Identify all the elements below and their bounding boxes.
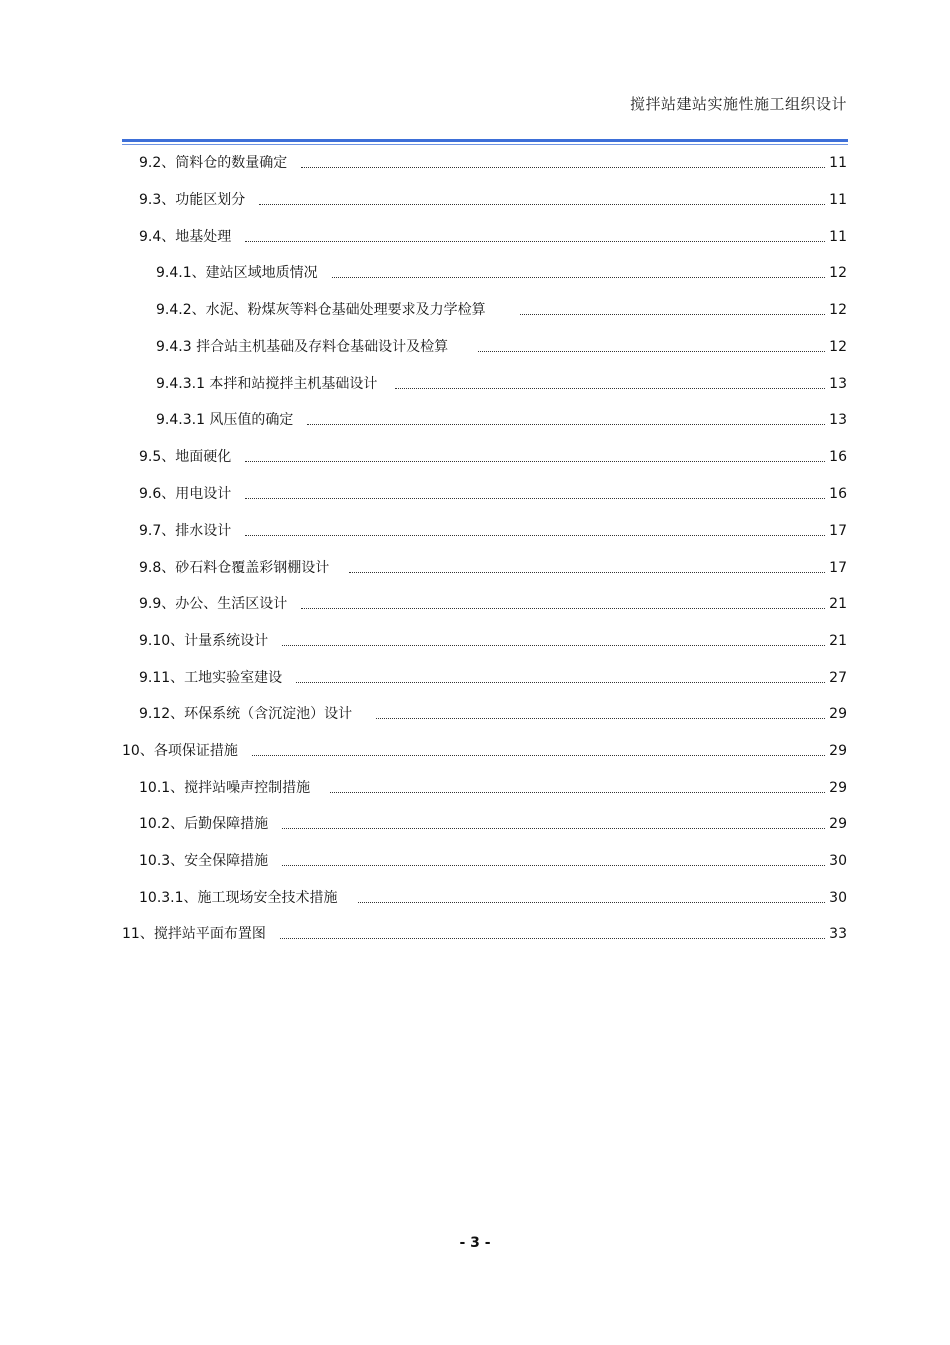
toc-leader-dots bbox=[376, 718, 825, 719]
header-rule bbox=[122, 139, 848, 142]
toc-entry[interactable] bbox=[122, 921, 847, 943]
toc-entry[interactable] bbox=[156, 334, 847, 356]
toc-entry-page: 29 bbox=[829, 780, 847, 796]
toc-entry-page: 12 bbox=[829, 339, 847, 355]
toc-entry-label: 10.2、后勤保障措施 bbox=[139, 816, 269, 832]
toc-entry[interactable] bbox=[139, 811, 847, 833]
header-rule-thin bbox=[122, 144, 848, 145]
toc-entry[interactable] bbox=[139, 444, 847, 466]
toc-entry-label: 9.9、办公、生活区设计 bbox=[139, 596, 288, 612]
toc-leader-dots bbox=[301, 608, 825, 609]
toc-leader-dots bbox=[296, 682, 825, 683]
toc-entry-page: 29 bbox=[829, 706, 847, 722]
toc-entry-label: 9.2、筒料仓的数量确定 bbox=[139, 155, 288, 171]
toc-leader-dots bbox=[330, 792, 825, 793]
toc-entry-label: 9.6、用电设计 bbox=[139, 486, 232, 502]
toc-leader-dots bbox=[245, 535, 825, 536]
toc-entry[interactable] bbox=[139, 848, 847, 870]
toc-entry[interactable] bbox=[122, 738, 847, 760]
toc-entry-label: 9.4.3.1 风压值的确定 bbox=[156, 412, 294, 428]
toc-leader-dots bbox=[280, 938, 825, 939]
toc-entry-page: 16 bbox=[829, 449, 847, 465]
toc-entry[interactable] bbox=[139, 628, 847, 650]
toc-entry-page: 11 bbox=[829, 192, 847, 208]
toc-entry-page: 17 bbox=[829, 523, 847, 539]
toc-entry-label: 9.10、计量系统设计 bbox=[139, 633, 269, 649]
toc-entry-label: 11、搅拌站平面布置图 bbox=[122, 926, 266, 942]
toc-leader-dots bbox=[520, 314, 825, 315]
toc-entry-label: 9.4.3 拌合站主机基础及存料仓基础设计及检算 bbox=[156, 339, 449, 355]
toc-entry-label: 9.4.3.1 本拌和站搅拌主机基础设计 bbox=[156, 376, 378, 392]
toc-entry[interactable] bbox=[156, 371, 847, 393]
toc-entry[interactable] bbox=[139, 187, 847, 209]
toc-entry[interactable] bbox=[156, 297, 847, 319]
toc-entry-page: 33 bbox=[829, 926, 847, 942]
toc-leader-dots bbox=[301, 167, 825, 168]
toc-leader-dots bbox=[332, 277, 825, 278]
toc-entry[interactable] bbox=[139, 591, 847, 613]
toc-entry-page: 29 bbox=[829, 816, 847, 832]
toc-leader-dots bbox=[307, 424, 825, 425]
toc-leader-dots bbox=[282, 828, 825, 829]
toc-entry-page: 12 bbox=[829, 302, 847, 318]
toc-entry-page: 13 bbox=[829, 376, 847, 392]
toc-entry[interactable] bbox=[139, 150, 847, 172]
toc-leader-dots bbox=[245, 241, 825, 242]
toc-entry[interactable] bbox=[139, 224, 847, 246]
toc-entry-label: 9.11、工地实验室建设 bbox=[139, 670, 283, 686]
toc-entry-label: 10.3.1、施工现场安全技术措施 bbox=[139, 890, 338, 906]
toc-entry-label: 9.4.1、建站区域地质情况 bbox=[156, 265, 318, 281]
toc-entry[interactable] bbox=[139, 481, 847, 503]
toc-entry-label: 9.7、排水设计 bbox=[139, 523, 232, 539]
toc-entry[interactable] bbox=[139, 555, 847, 577]
toc-entry-label: 10.3、安全保障措施 bbox=[139, 853, 269, 869]
toc-entry[interactable] bbox=[139, 775, 847, 797]
toc-leader-dots bbox=[245, 461, 825, 462]
toc-entry-page: 12 bbox=[829, 265, 847, 281]
toc-entry-page: 30 bbox=[829, 853, 847, 869]
toc-leader-dots bbox=[252, 755, 825, 756]
toc-entry-page: 11 bbox=[829, 155, 847, 171]
toc-entry-label: 10、各项保证措施 bbox=[122, 743, 238, 759]
toc-entry-page: 29 bbox=[829, 743, 847, 759]
toc-entry-label: 9.3、功能区划分 bbox=[139, 192, 246, 208]
toc-entry-page: 21 bbox=[829, 633, 847, 649]
page-number: - 3 - bbox=[459, 1235, 491, 1251]
toc-entry-page: 16 bbox=[829, 486, 847, 502]
document-header-title: 搅拌站建站实施性施工组织设计 bbox=[629, 95, 847, 113]
toc-entry[interactable] bbox=[139, 885, 847, 907]
toc-leader-dots bbox=[478, 351, 825, 352]
toc-entry-page: 11 bbox=[829, 229, 847, 245]
toc-leader-dots bbox=[245, 498, 825, 499]
toc-entry[interactable] bbox=[139, 665, 847, 687]
toc-entry-page: 13 bbox=[829, 412, 847, 428]
toc-entry-page: 17 bbox=[829, 560, 847, 576]
toc-entry-page: 27 bbox=[829, 670, 847, 686]
toc-entry-label: 9.4、地基处理 bbox=[139, 229, 232, 245]
toc-leader-dots bbox=[349, 572, 825, 573]
toc-entry-page: 21 bbox=[829, 596, 847, 612]
toc-entry-label: 9.12、环保系统（含沉淀池）设计 bbox=[139, 706, 353, 722]
toc-entry-page: 30 bbox=[829, 890, 847, 906]
toc-leader-dots bbox=[282, 645, 825, 646]
toc-entry[interactable] bbox=[156, 260, 847, 282]
toc-entry-label: 9.4.2、水泥、粉煤灰等料仓基础处理要求及力学检算 bbox=[156, 302, 486, 318]
toc-leader-dots bbox=[358, 902, 825, 903]
toc-entry[interactable] bbox=[139, 518, 847, 540]
toc-entry[interactable] bbox=[156, 407, 847, 429]
toc-leader-dots bbox=[395, 388, 825, 389]
toc-leader-dots bbox=[282, 865, 825, 866]
toc-entry-label: 9.8、砂石料仓覆盖彩钢棚设计 bbox=[139, 560, 330, 576]
toc-leader-dots bbox=[259, 204, 825, 205]
toc-entry-label: 9.5、地面硬化 bbox=[139, 449, 232, 465]
toc-entry[interactable] bbox=[139, 701, 847, 723]
toc-entry-label: 10.1、搅拌站噪声控制措施 bbox=[139, 780, 311, 796]
